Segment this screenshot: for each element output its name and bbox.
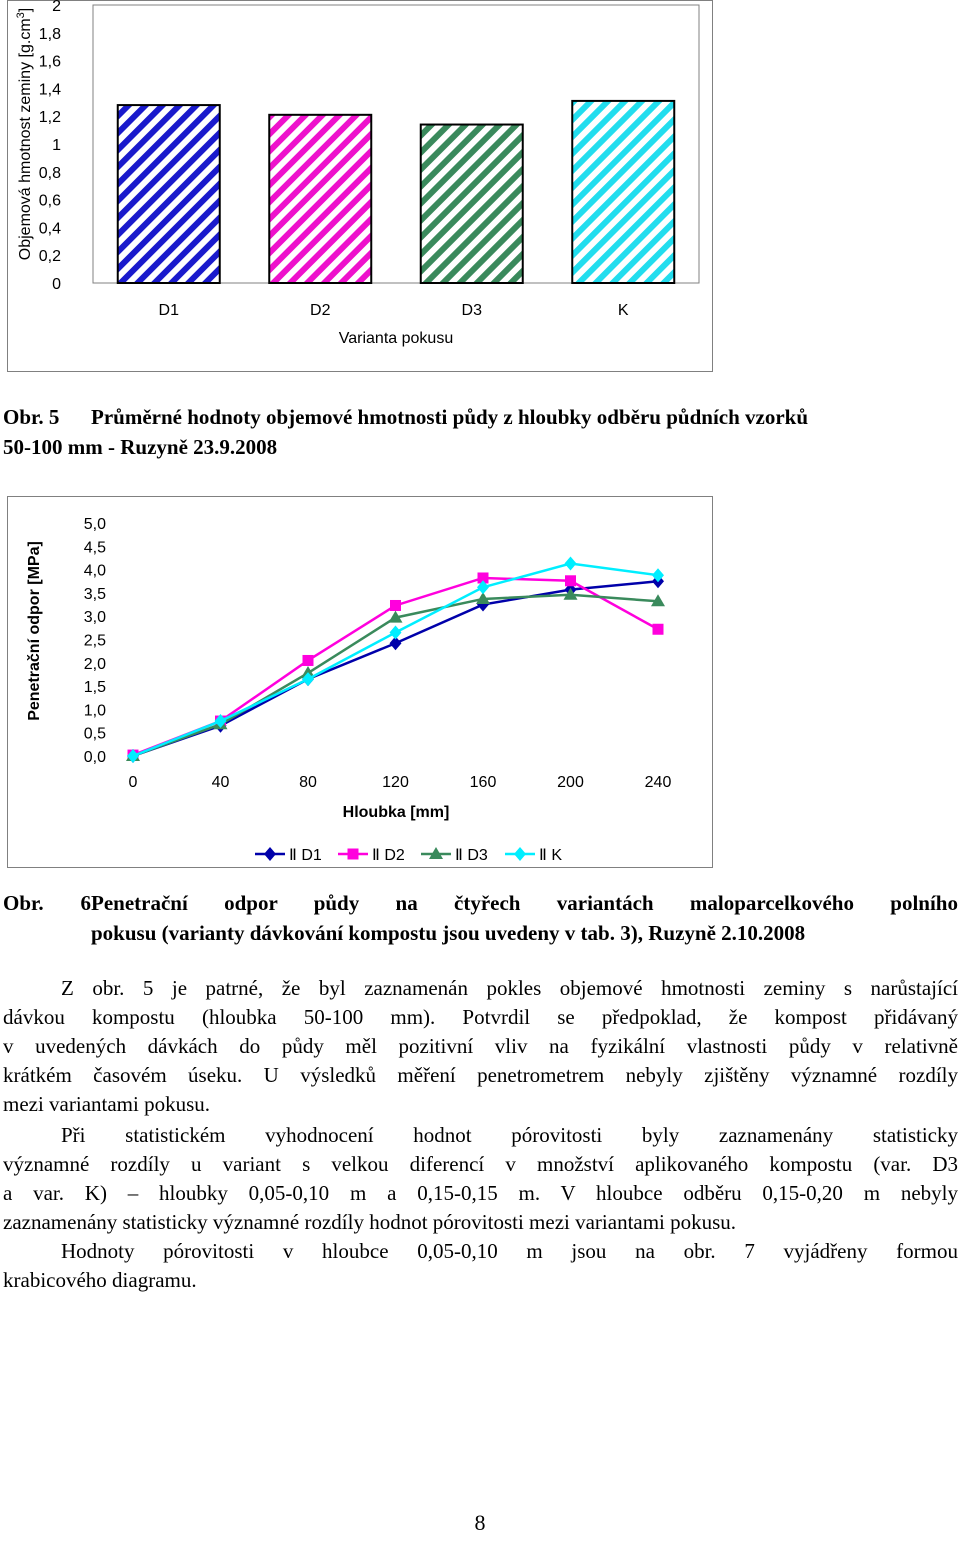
data-point xyxy=(303,655,314,666)
x-tick-label: 120 xyxy=(382,774,409,791)
y-tick-label: 0,2 xyxy=(38,248,61,266)
figure-5-number: Obr. 5 xyxy=(3,405,60,429)
body-line: v uvedených dávkách do půdy měl pozitivní vliv na fyzikální vlastnosti půdy v relativně xyxy=(3,1034,958,1058)
y-tick-label: 0,5 xyxy=(83,725,106,743)
y-tick-label: 3,5 xyxy=(83,585,106,603)
x-tick-label: D3 xyxy=(461,302,482,319)
x-tick-label: 40 xyxy=(211,774,230,791)
legend xyxy=(255,847,562,864)
y-tick-label: 1,5 xyxy=(83,679,106,697)
y-tick-label: 3,0 xyxy=(83,609,106,627)
y-tick-label: 1,6 xyxy=(38,53,61,71)
figure-5-text-line2: 50-100 mm - Ruzyně 23.9.2008 xyxy=(3,435,278,459)
data-point xyxy=(565,575,576,586)
y-tick-label: 1,8 xyxy=(38,25,61,43)
legend-label: Ⅱ D1 xyxy=(289,847,322,864)
bar-D3 xyxy=(421,125,523,283)
bar-K xyxy=(572,101,674,283)
y-tick-label: 2,5 xyxy=(83,632,106,650)
y-tick-label: 0,6 xyxy=(38,192,61,210)
y-tick-label: 2,0 xyxy=(83,655,106,673)
x-axis-label: Varianta pokusu xyxy=(338,330,454,347)
y-tick-label: 0,4 xyxy=(38,220,61,238)
figure-6-number: Obr. 6 xyxy=(3,891,91,915)
x-tick-label: D2 xyxy=(310,302,331,319)
y-tick-label: 1,0 xyxy=(83,702,106,720)
y-axis-label-suffix: ] xyxy=(17,7,34,13)
legend-marker xyxy=(348,849,359,860)
y-tick-label: 2 xyxy=(52,0,61,15)
body-paragraph-1 xyxy=(3,974,958,1119)
body-line: krabicového diagramu. xyxy=(3,1268,197,1292)
y-tick-label: 1,2 xyxy=(38,109,61,127)
body-line: Z obr. 5 je patrné, že byl zaznamenán pokles objemové hmotnosti zeminy s narůstající xyxy=(61,976,958,1000)
page-number: 8 xyxy=(474,1510,486,1535)
x-tick-label: 80 xyxy=(299,774,317,791)
legend-label: Ⅱ D3 xyxy=(455,847,488,864)
y-axis-label: Objemová hmotnost zeminy $[g.cm^3]$ xyxy=(15,7,34,261)
y-tick-label: 1 xyxy=(52,137,61,154)
figure-6-text-line2: pokusu (varianty dávkování kompostu jsou uvedeny v tab. 3), Ruzyně 2.10.2008 xyxy=(91,921,806,945)
bulk-density-chart xyxy=(7,0,713,372)
series-2 xyxy=(126,588,665,761)
y-tick-label: 4,5 xyxy=(83,539,106,557)
x-tick-label: 160 xyxy=(469,774,497,791)
x-tick-label: D1 xyxy=(158,302,179,319)
legend-label: Ⅱ D2 xyxy=(372,847,405,864)
figure-6-text: Penetrační odpor půdy na čtyřech variantách maloparcelkového polního xyxy=(91,891,958,915)
x-tick-label: 200 xyxy=(557,774,584,791)
y-tick-label: 5,0 xyxy=(83,516,106,533)
figure-6-caption xyxy=(3,888,958,948)
data-point xyxy=(653,624,664,635)
bar-D2 xyxy=(269,115,371,283)
body-line: dávkou kompostu (hloubka 50-100 mm). Potvrdil se předpoklad, že kompost přidávaný xyxy=(3,1005,958,1029)
body-line: významné rozdíly u variant s velkou diferencí v množství aplikovaného kompostu (var. D3 xyxy=(3,1152,958,1176)
figure-5-caption xyxy=(3,402,958,462)
penetration-resistance-chart-svg xyxy=(8,497,712,867)
body-line: mezi variantami pokusu. xyxy=(3,1092,211,1116)
body-line: Při statistickém vyhodnocení hodnot pórovitosti byly zaznamenány statisticky xyxy=(61,1123,958,1147)
x-tick-label: K xyxy=(617,302,629,319)
y-tick-label: 1,4 xyxy=(38,81,61,99)
body-paragraph-2 xyxy=(3,1121,958,1237)
y-axis-label-superscript: 3 xyxy=(15,12,27,19)
legend-label: Ⅱ K xyxy=(539,847,562,864)
x-tick-label: 0 xyxy=(128,774,138,791)
body-paragraph-3 xyxy=(3,1237,958,1295)
series-1 xyxy=(128,572,664,760)
y-tick-label: 0,8 xyxy=(38,164,61,182)
bar-D1 xyxy=(118,105,220,283)
data-point xyxy=(390,626,402,640)
legend-marker xyxy=(264,847,276,861)
data-point xyxy=(390,600,401,611)
x-tick-label: 240 xyxy=(644,774,672,791)
y-tick-label: 0 xyxy=(52,276,61,293)
legend-marker xyxy=(514,847,526,861)
data-point xyxy=(565,557,577,571)
body-line: Hodnoty pórovitosti v hloubce 0,05-0,10 m jsou na obr. 7 vyjádřeny formou xyxy=(61,1239,958,1263)
penetration-resistance-chart xyxy=(7,496,713,868)
y-tick-label: 4,0 xyxy=(83,562,106,580)
body-line: zaznamenány statisticky významné rozdíly hodnot pórovitosti mezi variantami pokusu. xyxy=(3,1210,737,1234)
body-line: krátkém časovém úseku. U výsledků měření penetrometrem nebyly zjištěny významné rozdíly xyxy=(3,1063,958,1087)
y-tick-label: 0,0 xyxy=(83,749,106,766)
body-line: a var. K) – hloubky 0,05-0,10 m a 0,15-0,15 m. V hloubce odběru 0,15-0,20 m nebyly xyxy=(3,1181,958,1205)
x-axis-label: Hloubka [mm] xyxy=(342,804,450,821)
y-axis-label: Penetrační odpor [MPa] xyxy=(26,541,43,721)
bulk-density-chart-svg xyxy=(8,1,712,371)
figure-5-text: Průměrné hodnoty objemové hmotnosti půdy z hloubky odběru půdních vzorků xyxy=(91,405,809,429)
